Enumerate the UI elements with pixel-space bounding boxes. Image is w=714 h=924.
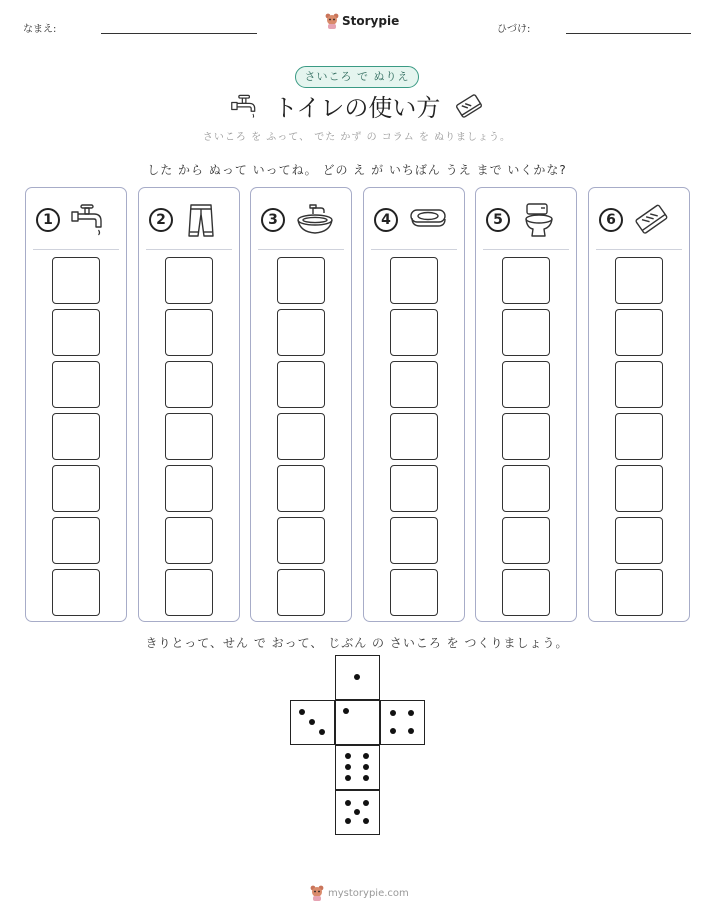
color-box[interactable] xyxy=(165,257,213,304)
dice-coloring-tag: さいころ で ぬりえ xyxy=(295,66,419,88)
color-box[interactable] xyxy=(277,569,325,616)
color-box[interactable] xyxy=(277,361,325,408)
color-box[interactable] xyxy=(390,569,438,616)
date-line[interactable] xyxy=(566,33,691,34)
color-box[interactable] xyxy=(277,257,325,304)
color-box[interactable] xyxy=(615,569,663,616)
dice-face-4 xyxy=(380,700,425,745)
bear-icon xyxy=(310,885,324,901)
color-box[interactable] xyxy=(615,465,663,512)
toilet-icon xyxy=(520,202,556,238)
pip xyxy=(309,719,315,725)
pip xyxy=(345,818,351,824)
column-number: 1 xyxy=(36,208,60,232)
sink-icon xyxy=(295,202,335,238)
pip xyxy=(408,728,414,734)
column-2 xyxy=(138,187,240,622)
color-box[interactable] xyxy=(502,465,550,512)
column-number: 3 xyxy=(261,208,285,232)
title-row xyxy=(0,88,714,123)
pip xyxy=(343,708,349,714)
bear-icon xyxy=(325,13,339,29)
pip xyxy=(363,753,369,759)
faucet-icon xyxy=(70,202,106,238)
pip xyxy=(345,764,351,770)
color-box[interactable] xyxy=(52,465,100,512)
date-label: ひづけ: xyxy=(497,24,531,35)
column-number: 6 xyxy=(599,208,623,232)
column-header xyxy=(149,202,219,238)
pants-icon xyxy=(183,202,219,238)
pip xyxy=(299,709,305,715)
color-box[interactable] xyxy=(52,309,100,356)
column-number: 2 xyxy=(149,208,173,232)
page-title: トイレの使い方 xyxy=(273,94,441,122)
dice-face-1 xyxy=(335,655,380,700)
color-box[interactable] xyxy=(390,413,438,460)
color-box[interactable] xyxy=(52,569,100,616)
column-divider xyxy=(33,249,119,250)
pip xyxy=(390,710,396,716)
column-header xyxy=(36,202,106,238)
color-box[interactable] xyxy=(502,569,550,616)
pip xyxy=(345,775,351,781)
footer-url[interactable]: mystorypie.com xyxy=(328,887,409,899)
column-divider xyxy=(258,249,344,250)
subtitle: さいころ を ふって、 でた かず の コラム を ぬりましょう。 xyxy=(202,132,512,143)
color-box[interactable] xyxy=(615,309,663,356)
column-number: 4 xyxy=(374,208,398,232)
column-header xyxy=(599,202,671,238)
color-box[interactable] xyxy=(165,413,213,460)
color-box[interactable] xyxy=(502,257,550,304)
column-4 xyxy=(363,187,465,622)
color-box[interactable] xyxy=(277,465,325,512)
column-header xyxy=(261,202,335,238)
brand-name: Storypie xyxy=(342,14,400,28)
column-header xyxy=(374,202,448,238)
pip xyxy=(363,764,369,770)
name-line[interactable] xyxy=(101,33,257,34)
dice-face-5 xyxy=(335,790,380,835)
color-box[interactable] xyxy=(390,257,438,304)
color-box[interactable] xyxy=(390,465,438,512)
pip xyxy=(363,800,369,806)
soap-icon xyxy=(408,202,448,238)
column-divider xyxy=(146,249,232,250)
color-box[interactable] xyxy=(615,257,663,304)
cut-instruction: きりとって、せん で おって、 じぶん の さいころ を つくりましょう。 xyxy=(145,636,569,650)
color-box[interactable] xyxy=(277,517,325,564)
color-box[interactable] xyxy=(615,361,663,408)
color-box[interactable] xyxy=(390,517,438,564)
footer xyxy=(310,885,409,901)
column-header xyxy=(486,202,556,238)
color-box[interactable] xyxy=(277,413,325,460)
color-box[interactable] xyxy=(390,361,438,408)
color-box[interactable] xyxy=(165,309,213,356)
color-box[interactable] xyxy=(165,569,213,616)
column-6 xyxy=(588,187,690,622)
color-box[interactable] xyxy=(615,413,663,460)
column-1 xyxy=(25,187,127,622)
color-box[interactable] xyxy=(165,517,213,564)
dice-face-1-center xyxy=(335,700,380,745)
color-box[interactable] xyxy=(165,361,213,408)
pip xyxy=(390,728,396,734)
color-box[interactable] xyxy=(52,361,100,408)
column-divider xyxy=(483,249,569,250)
pip xyxy=(345,753,351,759)
color-box[interactable] xyxy=(502,413,550,460)
pip xyxy=(319,729,325,735)
towel-icon xyxy=(633,202,671,238)
color-box[interactable] xyxy=(52,413,100,460)
column-number: 5 xyxy=(486,208,510,232)
pip xyxy=(363,775,369,781)
pip xyxy=(354,674,360,680)
pip xyxy=(345,800,351,806)
color-box[interactable] xyxy=(502,361,550,408)
color-box[interactable] xyxy=(502,517,550,564)
column-divider xyxy=(596,249,682,250)
color-box[interactable] xyxy=(165,465,213,512)
column-3 xyxy=(250,187,352,622)
color-box[interactable] xyxy=(390,309,438,356)
faucet-icon xyxy=(230,92,260,120)
dice-face-6 xyxy=(335,745,380,790)
towel-icon xyxy=(454,92,484,120)
column-5 xyxy=(475,187,577,622)
pip xyxy=(363,818,369,824)
color-box[interactable] xyxy=(277,309,325,356)
column-divider xyxy=(371,249,457,250)
instruction-text: した から ぬって いってね。 どの え が いちばん うえ まで いくかな? xyxy=(147,163,567,177)
color-box[interactable] xyxy=(52,257,100,304)
pip xyxy=(408,710,414,716)
color-box[interactable] xyxy=(615,517,663,564)
dice-face-3 xyxy=(290,700,335,745)
color-box[interactable] xyxy=(502,309,550,356)
color-box[interactable] xyxy=(52,517,100,564)
name-label: なまえ: xyxy=(23,24,57,35)
brand-logo xyxy=(325,13,399,29)
pip xyxy=(354,809,360,815)
